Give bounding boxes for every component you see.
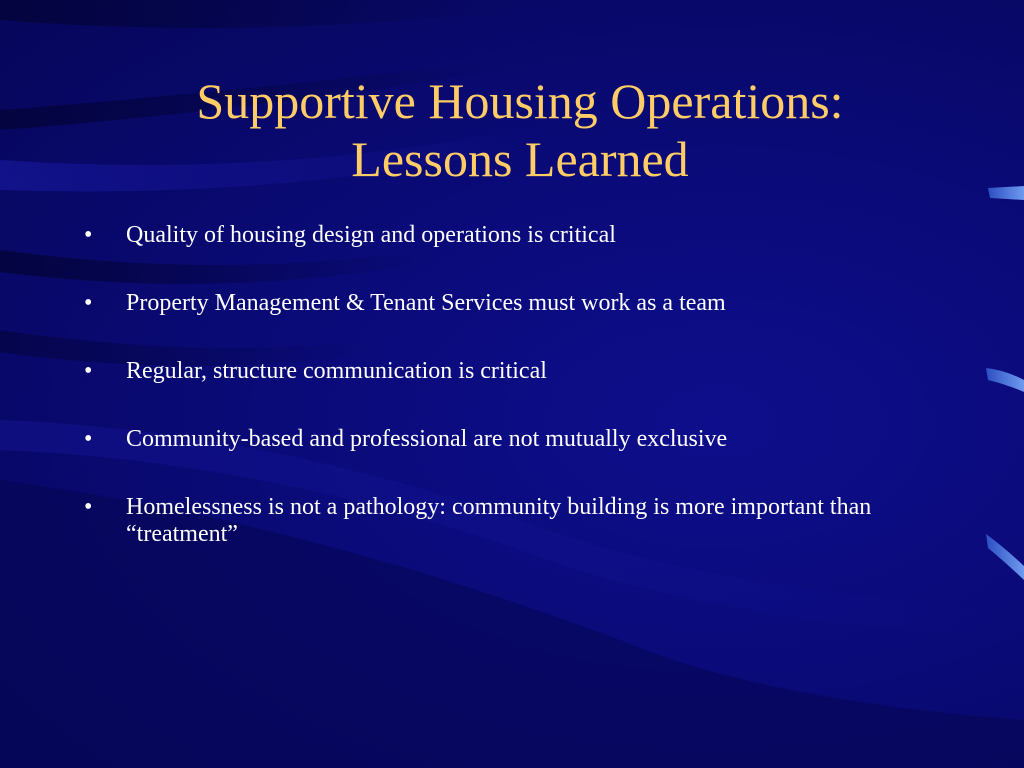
bullet-item (84, 426, 884, 453)
bullet-dot-icon: • (84, 494, 93, 520)
bullet-list (84, 222, 884, 589)
bullet-text: Property Management & Tenant Services must work as a team (126, 290, 726, 316)
bullet-text: Regular, structure communication is critical (126, 358, 547, 384)
bullet-text: Community-based and professional are not mutually exclusive (126, 426, 728, 452)
slide-title (60, 72, 980, 188)
bullet-dot-icon: • (84, 290, 93, 316)
bullet-text: Homelessness is not a pathology: community building is more important than “treatment” (126, 494, 872, 547)
slide-title-line-2: Lessons Learned (351, 131, 689, 187)
bullet-dot-icon: • (84, 358, 93, 384)
bullet-item (84, 358, 884, 385)
bullet-item (84, 222, 884, 249)
bullet-dot-icon: • (84, 222, 93, 248)
slide-title-line-1: Supportive Housing Operations: (196, 73, 844, 129)
bullet-item (84, 494, 884, 548)
bullet-text: Quality of housing design and operations is critical (126, 222, 616, 248)
bullet-item (84, 290, 884, 317)
bullet-dot-icon: • (84, 426, 93, 452)
